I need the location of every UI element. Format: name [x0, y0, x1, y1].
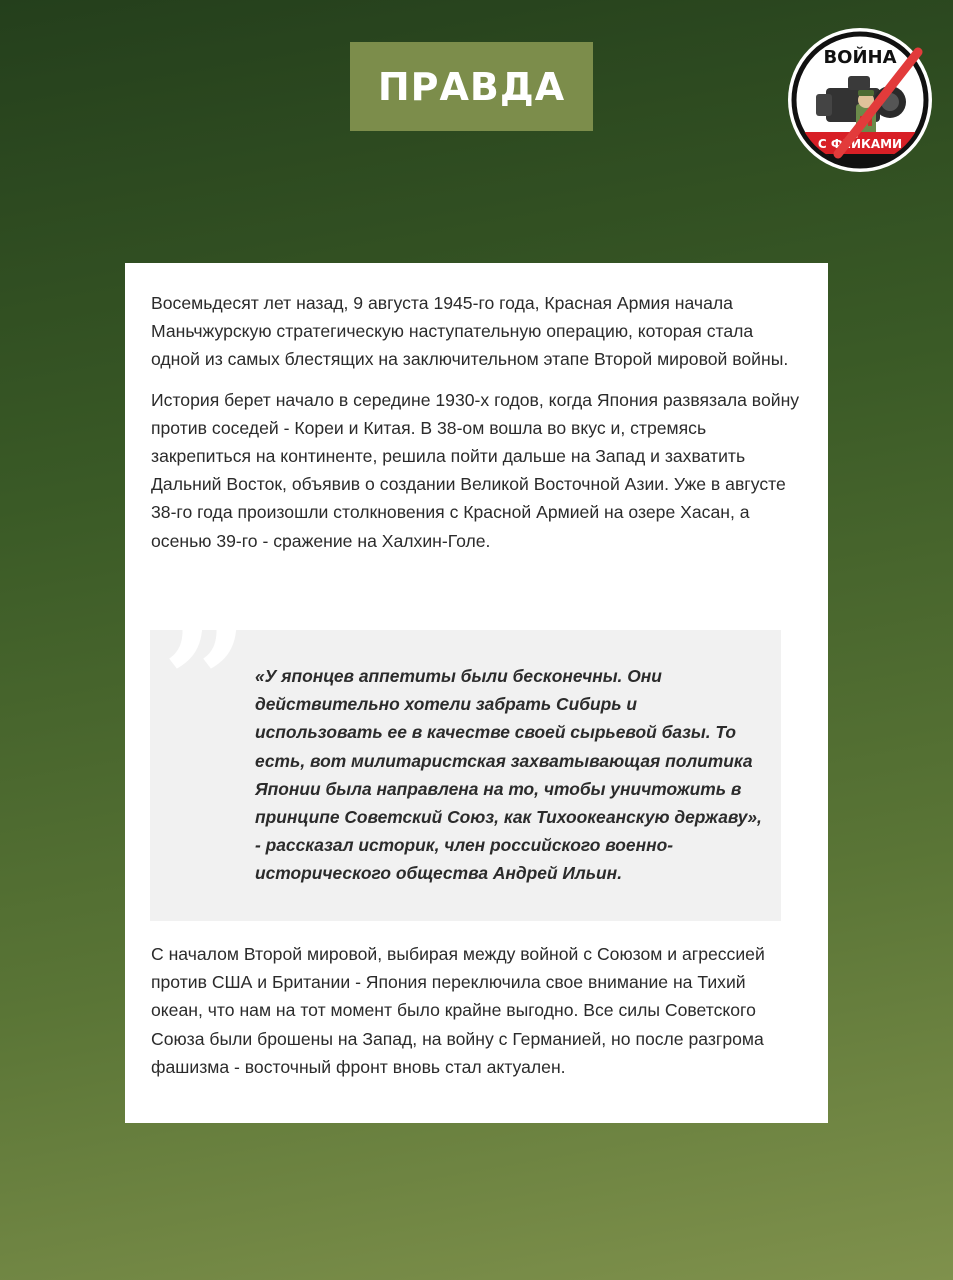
verdict-label-text: ПРАВДА: [377, 64, 566, 109]
logo-top-text: ВОЙНА: [823, 47, 897, 68]
verdict-label: [350, 42, 593, 131]
article-card: [125, 263, 828, 1123]
quote-text: «У японцев аппетиты были бесконечны. Они действительно хотели забрать Сибирь и использовать ее в качестве своей сырьевой базы. То есть, вот милитаристская захватывающая политика Японии была направлена на то, чтобы уничтожить в принципе Советский Союз, как Тихоокеанскую державу», - рассказал историк, член российского военно-исторического общества Андрей Ильин.: [255, 666, 762, 884]
logo-bottom-text: С ФЕЙКАМИ: [817, 137, 903, 151]
article-paragraph-1: Восемьдесят лет назад, 9 августа 1945-го года, Красная Армия начала Маньчжурскую стратегическую наступательную операцию, которая стала одной из самых блестящих на заключительном этапе Второй мировой войны.: [151, 293, 789, 370]
logo-badge: [786, 26, 934, 174]
article-paragraph-3: С началом Второй мировой, выбирая между войной с Союзом и агрессией против США и Британии - Япония переключила свое внимание на Тихий океан, что нам на тот момент было крайне выгодно. Все силы Советского Союза были брошены на Запад, на войну с Германией, но после разгрома фашизма - восточный фронт вновь стал актуален.: [151, 944, 765, 1077]
quote-mark-icon: ”: [162, 595, 249, 771]
camera-crossed-icon: [786, 26, 934, 174]
quote-block: [150, 595, 781, 921]
article-paragraph-2: История берет начало в середине 1930-х годов, когда Япония развязала войну против соседей - Кореи и Китая. В 38-ом вошла во вкус и, стремясь закрепиться на континенте, решила пойти дальше на Запад и захватить Дальний Восток, объявив о создании Великой Восточной Азии. Уже в августе 38-го года произошли столкновения с Красной Армией на озере Хасан, а осенью 39-го - сражение на Халхин-Голе.: [151, 389, 800, 551]
